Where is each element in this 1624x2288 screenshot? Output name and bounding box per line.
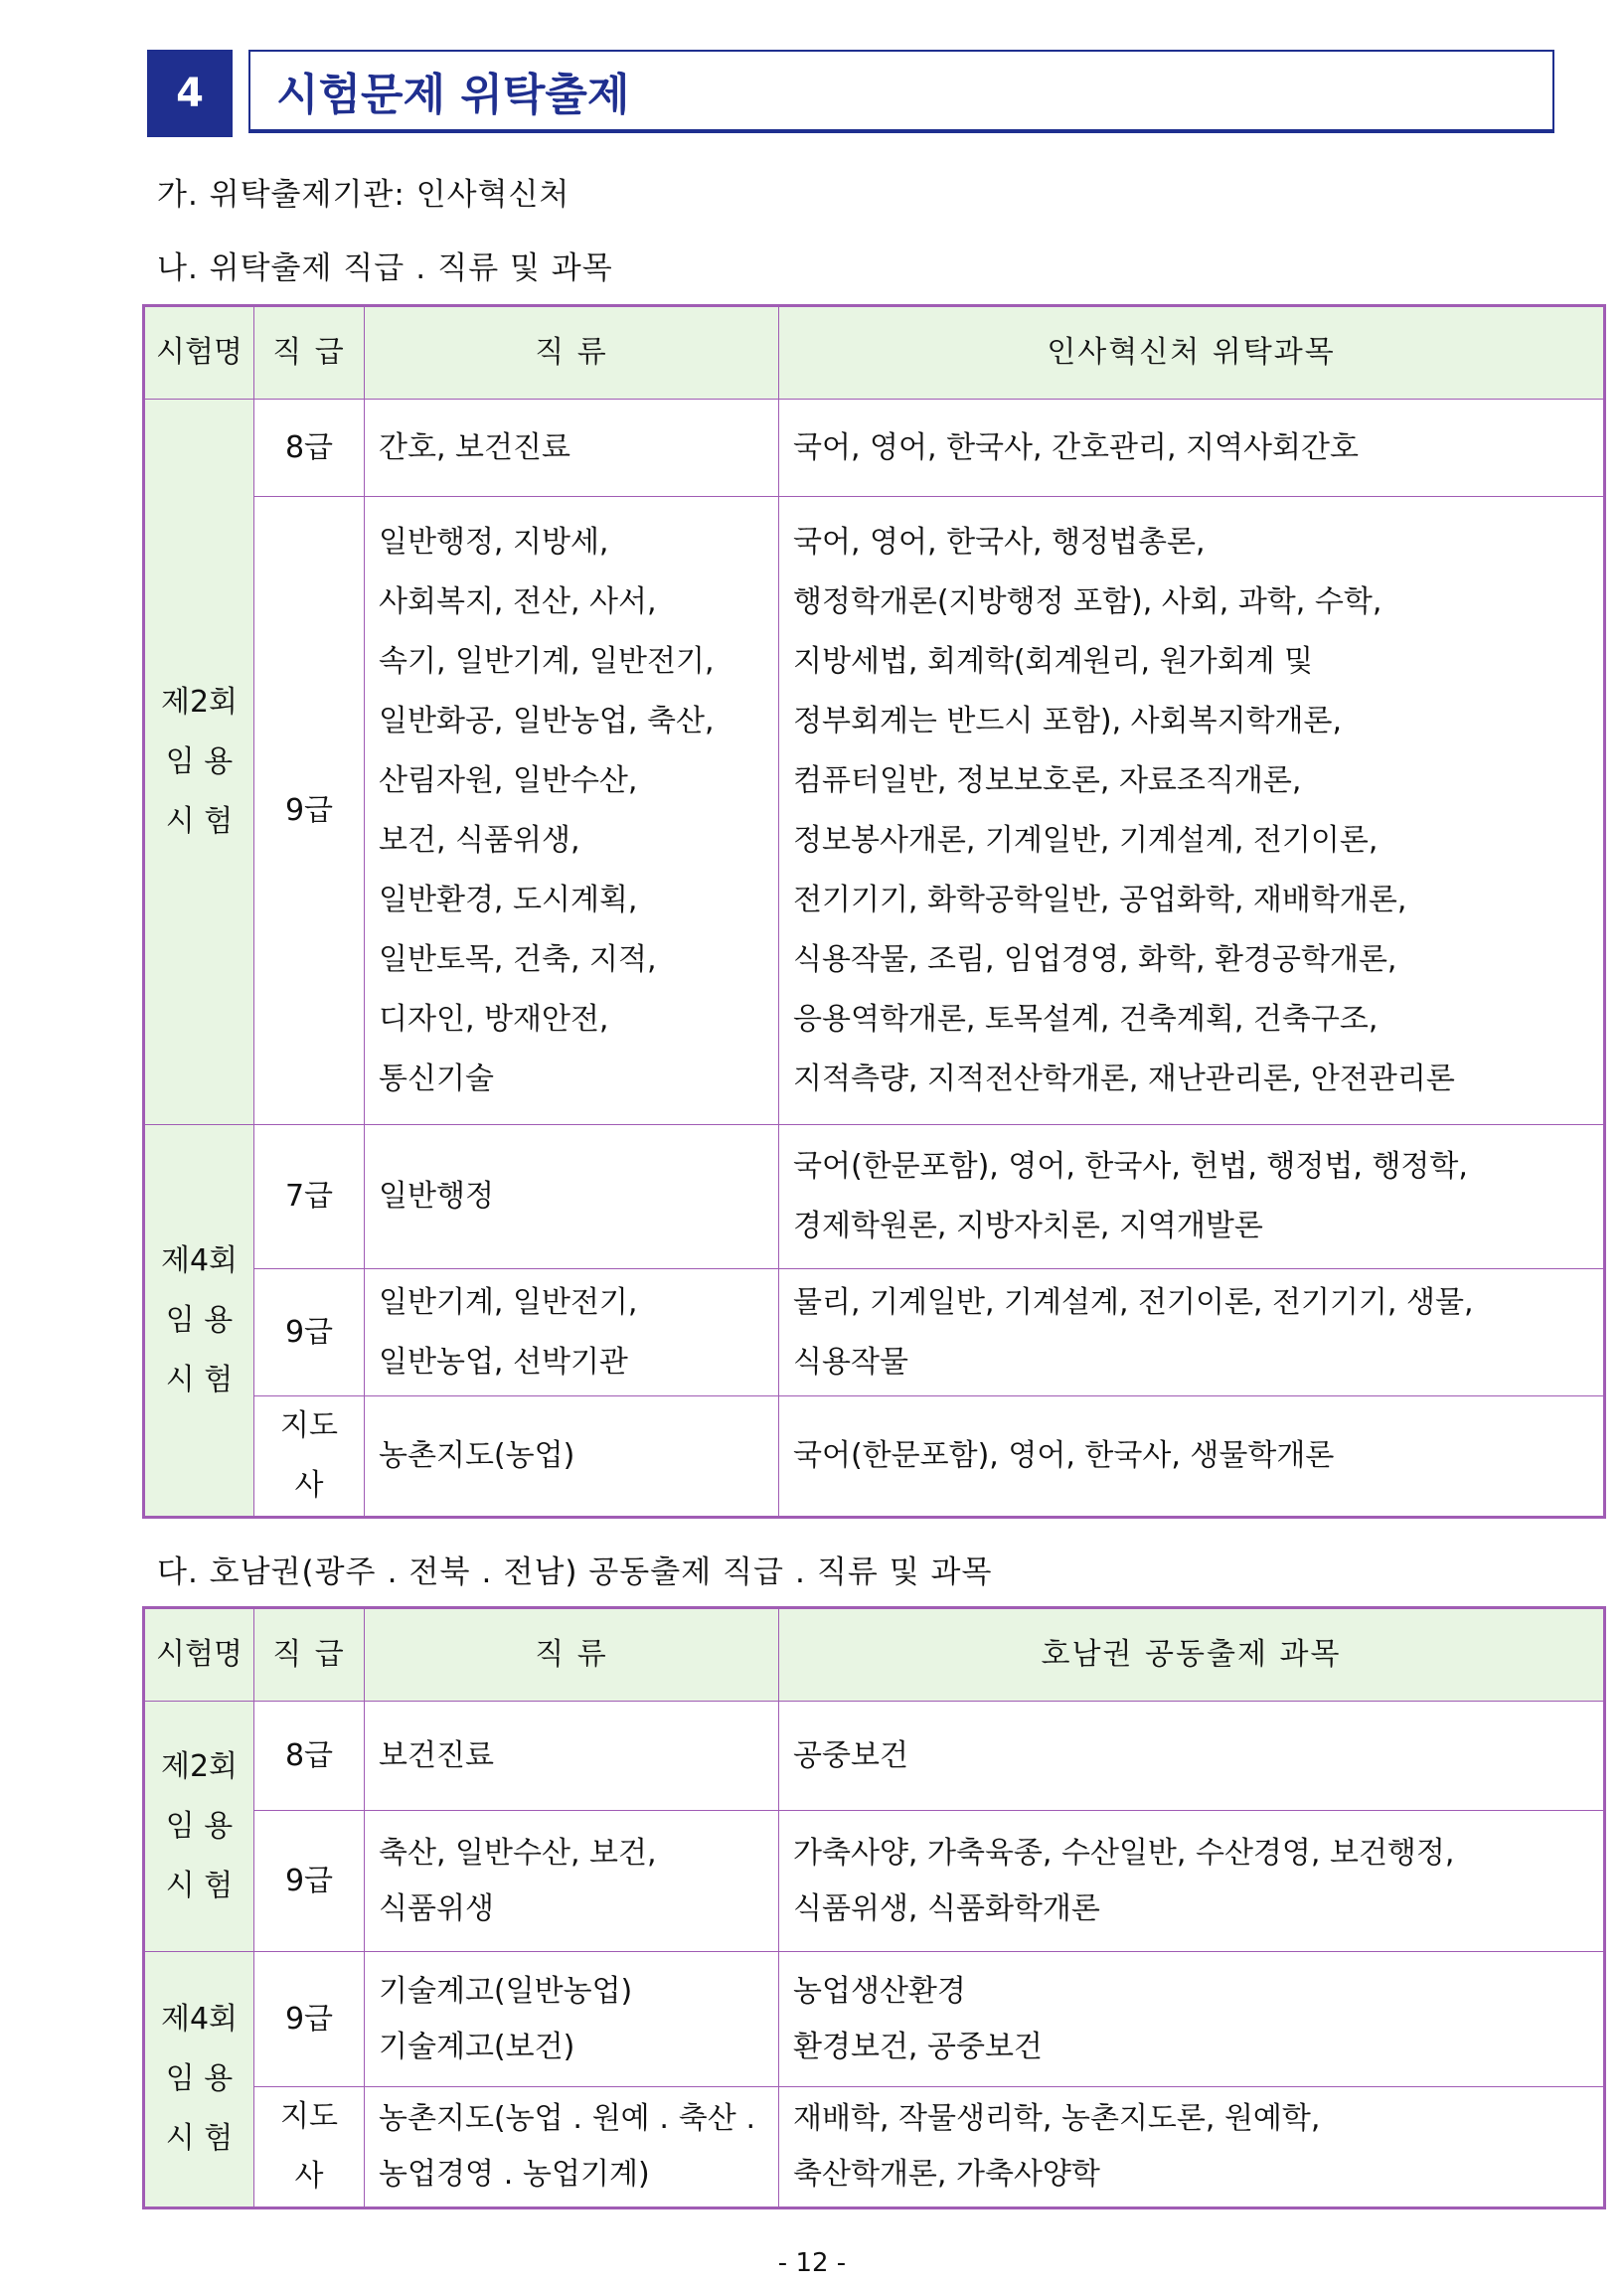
table-row xyxy=(144,1396,1605,1518)
subjects-cell: 국어(한문포함), 영어, 한국사, 생물학개론 xyxy=(779,1396,1605,1518)
header-grade: 직 급 xyxy=(254,1608,365,1702)
grade-cell: 지도사 xyxy=(254,1396,365,1518)
series-cell: 간호, 보건진료 xyxy=(365,400,779,497)
table-row xyxy=(144,1811,1605,1952)
grade-cell: 8급 xyxy=(254,1702,365,1811)
sub-heading-b: 나. 위탁출제 직급 ․ 직류 및 과목 xyxy=(157,250,613,286)
series-cell: 일반행정 xyxy=(365,1125,779,1269)
table-header-row xyxy=(144,306,1605,400)
exam-name: 제4회 임 용 시 험 xyxy=(144,1125,254,1518)
grade-cell: 8급 xyxy=(254,400,365,497)
series-cell: 축산, 일반수산, 보건, 식품위생 xyxy=(365,1811,779,1952)
table-row xyxy=(144,1125,1605,1269)
subjects-cell: 재배학, 작물생리학, 농촌지도론, 원예학, 축산학개론, 가축사양학 xyxy=(779,2087,1605,2208)
subjects-cell: 공중보건 xyxy=(779,1702,1605,1811)
exam-name: 제4회 임 용 시 험 xyxy=(144,1952,254,2208)
consignment-table xyxy=(142,304,1606,1519)
table-row xyxy=(144,400,1605,497)
header-subjects: 인사혁신처 위탁과목 xyxy=(779,306,1605,400)
subjects-cell: 농업생산환경 환경보건, 공중보건 xyxy=(779,1952,1605,2087)
grade-cell: 9급 xyxy=(254,1269,365,1396)
sub-heading-c: 다. 호남권(광주 ․ 전북 ․ 전남) 공동출제 직급 ․ 직류 및 과목 xyxy=(157,1554,993,1590)
header-grade: 직 급 xyxy=(254,306,365,400)
exam-name: 제2회 임 용 시 험 xyxy=(144,1702,254,1952)
subjects-cell: 국어(한문포함), 영어, 한국사, 헌법, 행정법, 행정학, 경제학원론, 지방자치론, 지역개발론 xyxy=(779,1125,1605,1269)
header-series: 직 류 xyxy=(365,306,779,400)
header-exam: 시험명 xyxy=(144,306,254,400)
grade-cell: 9급 xyxy=(254,497,365,1125)
section-number: 4 xyxy=(147,50,233,137)
table-header-row xyxy=(144,1608,1605,1702)
page-number: - 12 - xyxy=(777,2248,847,2278)
header-series: 직 류 xyxy=(365,1608,779,1702)
section-header xyxy=(147,50,1558,137)
subjects-cell: 국어, 영어, 한국사, 간호관리, 지역사회간호 xyxy=(779,400,1605,497)
table-row xyxy=(144,1269,1605,1396)
series-cell: 일반기계, 일반전기, 일반농업, 선박기관 xyxy=(365,1269,779,1396)
section-title: 시험문제 위탁출제 xyxy=(248,50,1554,133)
exam-name: 제2회 임 용 시 험 xyxy=(144,400,254,1125)
table-row xyxy=(144,2087,1605,2208)
subjects-cell: 국어, 영어, 한국사, 행정법총론, 행정학개론(지방행정 포함), 사회, 과학, 수학, 지방세법, 회계학(회계원리, 원가회계 및 정부회계는 반드시 포함), 사회복지학개론, 컴퓨터일반, 정보보호론, 자료조직개론, 정보봉사개론, 기계일반, 기계설계, 전기이론, 전기기기, 화학공학일반, 공업화학, 재배학개론, 식용작물, 조림, 임업경영, 화학, 환경공학개론, 응용역학개론, 토목설계, 건축계획, 건축구조, 지적측량, 지적전산학개론, 재난관리론, 안전관리론 xyxy=(779,497,1605,1125)
sub-heading-a: 가. 위탁출제기관: 인사혁신처 xyxy=(157,177,570,213)
subjects-cell: 물리, 기계일반, 기계설계, 전기이론, 전기기기, 생물, 식용작물 xyxy=(779,1269,1605,1396)
series-cell: 농촌지도(농업) xyxy=(365,1396,779,1518)
table-row xyxy=(144,1702,1605,1811)
series-cell: 기술계고(일반농업) 기술계고(보건) xyxy=(365,1952,779,2087)
grade-cell: 9급 xyxy=(254,1811,365,1952)
table-row xyxy=(144,1952,1605,2087)
joint-exam-table xyxy=(142,1606,1606,2209)
header-exam: 시험명 xyxy=(144,1608,254,1702)
grade-cell: 7급 xyxy=(254,1125,365,1269)
subjects-cell: 가축사양, 가축육종, 수산일반, 수산경영, 보건행정, 식품위생, 식품화학개론 xyxy=(779,1811,1605,1952)
table-row xyxy=(144,497,1605,1125)
series-cell: 농촌지도(농업 ․ 원예 ․ 축산 ․ 농업경영 ․ 농업기계) xyxy=(365,2087,779,2208)
series-cell: 보건진료 xyxy=(365,1702,779,1811)
grade-cell: 지도사 xyxy=(254,2087,365,2208)
header-subjects: 호남권 공동출제 과목 xyxy=(779,1608,1605,1702)
series-cell: 일반행정, 지방세, 사회복지, 전산, 사서, 속기, 일반기계, 일반전기, 일반화공, 일반농업, 축산, 산림자원, 일반수산, 보건, 식품위생, 일반환경, 도시계획, 일반토목, 건축, 지적, 디자인, 방재안전, 통신기술 xyxy=(365,497,779,1125)
grade-cell: 9급 xyxy=(254,1952,365,2087)
